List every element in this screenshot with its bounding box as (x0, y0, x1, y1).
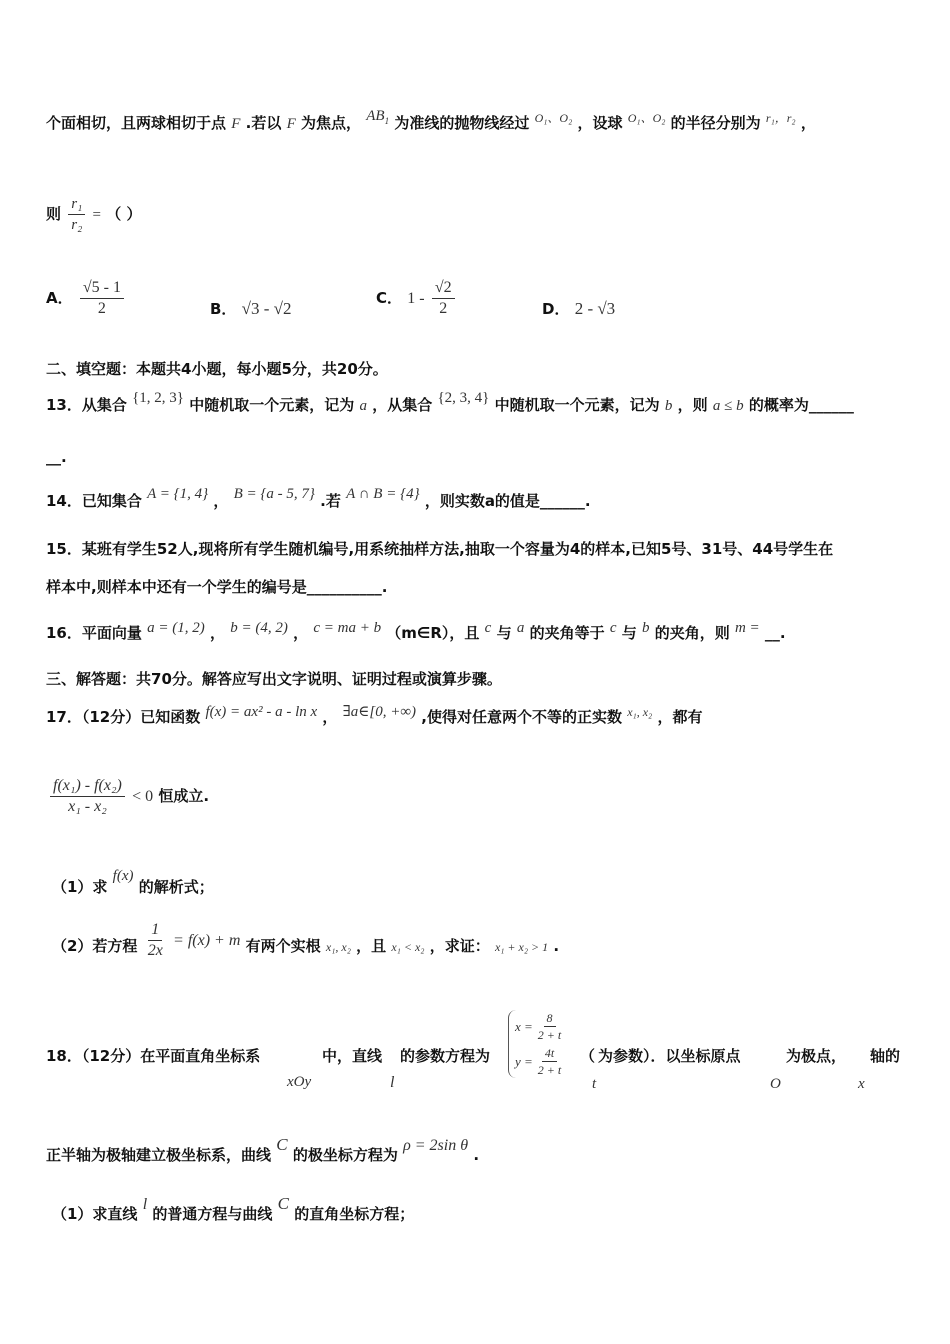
option-d (542, 298, 615, 319)
text: 16．平面向量 (46, 624, 142, 642)
math-C: C (276, 1135, 288, 1154)
text: ， (800, 114, 816, 132)
option-b (210, 298, 292, 319)
option-label: D． (542, 300, 570, 318)
math-r1r2: r₁，r₂ (765, 111, 796, 125)
text: 为焦点， (301, 114, 362, 132)
math-b: b (641, 620, 650, 636)
text: ，求证： (429, 937, 490, 955)
math-ineq: x₁ < x₂ (391, 940, 425, 954)
text: ，都有 (657, 708, 703, 726)
text: = (92, 207, 102, 223)
text: 与 (621, 624, 637, 642)
text: （2）若方程 (52, 937, 138, 955)
question-17-inequality (48, 776, 209, 817)
text: 中随机取一个元素，记为 (494, 396, 660, 414)
math-O1O2: O₁、O₂ (627, 111, 666, 125)
math-O: O (770, 1076, 781, 1092)
text: 的极坐标方程为 (292, 1146, 398, 1164)
math-AB1: $AB_1$ (366, 108, 390, 126)
math-set-B: B = {a - 5, 7} (233, 486, 315, 502)
text: ,使得对任意两个不等的正实数 (421, 708, 622, 726)
question-17-part1 (52, 868, 214, 897)
text: 的参数方程为 (400, 1047, 491, 1065)
fraction: $\frac{√2}{2}$ (432, 278, 455, 319)
fraction-r1-r2: $\frac{\text{r₁}}{\text{r₂}}$ (68, 194, 85, 235)
text: .若 (320, 492, 341, 510)
math-l: l (142, 1196, 148, 1213)
text: 18．（12分）在平面直角坐标系 (46, 1047, 261, 1065)
math-xOy: xOy (287, 1074, 312, 1090)
math-x: x (858, 1076, 865, 1092)
question-18-part1 (52, 1194, 415, 1224)
math-vector-b: b = (4, 2) (230, 620, 288, 636)
option-label: C． (376, 289, 403, 307)
text: 17．（12分）已知函数 (46, 708, 201, 726)
math-set: {2, 3, 4} (437, 390, 490, 406)
text: 为参数）．以坐标原点 (598, 1047, 741, 1065)
math-result: x₁ + x₂ > 1 (494, 940, 549, 954)
math-c: c (609, 620, 617, 636)
math-vector-c: c = ma + b (313, 620, 382, 636)
math-l: l (390, 1074, 395, 1091)
text: 个面相切，且两球相切于点 (46, 114, 227, 132)
section-heading: 三、解答题：共70分。解答应写出文字说明、证明过程或演算步骤。 (46, 670, 502, 688)
text: ， (209, 624, 225, 642)
question-17 (46, 706, 702, 727)
fraction: $\frac{1}{2x}$ (147, 921, 163, 959)
text: ， (293, 624, 309, 642)
math-c: c (484, 620, 492, 636)
fraction: $\frac{√5 - 1}{2}$ (80, 278, 124, 319)
text: 14．已知集合 (46, 492, 142, 510)
text: .若以 (245, 114, 282, 132)
text: 13．从集合 (46, 396, 127, 414)
brace (508, 1010, 566, 1078)
text: 与 (496, 624, 512, 642)
option-c (376, 278, 457, 319)
q12-line1 (46, 108, 816, 134)
math-cond: a ≤ b (712, 398, 744, 414)
math-function: f(x) = ax² - a - ln x (205, 704, 318, 720)
math-vector-a: a = (1, 2) (147, 620, 205, 636)
text: ，从集合 (372, 396, 433, 414)
math-O1O2: O₁、O₂ (534, 111, 573, 125)
text: （1）求 (52, 878, 108, 896)
math-exists: ∃a∈[0, +∞) (342, 704, 417, 720)
math-intersection: A ∩ B = {4} (346, 486, 420, 502)
text: 则 (46, 205, 62, 223)
option-label: B． (210, 300, 237, 318)
text: 为极点， (786, 1047, 847, 1065)
question-13-cont: __. (46, 448, 67, 466)
math-expr: 2 - √3 (574, 299, 616, 318)
question-15-line1: 15．某班有学生52人,现将所有学生随机编号,用系统抽样方法,抽取一个容量为4的样本,已知5号、31号、44号学生在 (46, 540, 834, 558)
parametric-system (508, 1010, 566, 1078)
text: ， (213, 492, 229, 510)
math-F: F (286, 116, 296, 132)
text: ，则 (677, 396, 708, 414)
math-b: b (664, 398, 673, 414)
text: 中随机取一个元素，记为 (189, 396, 355, 414)
math-C: C (277, 1194, 289, 1213)
text: 的普通方程与曲线 (152, 1205, 273, 1223)
math-x1x2: x₁, x₂ (627, 705, 653, 719)
text: 的直角坐标方程； (294, 1205, 415, 1223)
question-16 (46, 622, 786, 643)
text: （ (580, 1047, 596, 1065)
text: 中，直线 (322, 1047, 383, 1065)
question-14 (46, 486, 591, 511)
text: ，且 (356, 937, 387, 955)
text: . (473, 1146, 480, 1164)
question-17-part2 (52, 921, 560, 967)
text: 的夹角，则 (654, 624, 730, 642)
text: （1）求直线 (52, 1205, 138, 1223)
math-polar: ρ = 2sin θ (403, 1137, 469, 1154)
text: 的解析式； (138, 878, 214, 896)
question-13 (46, 390, 854, 415)
text: ，则实数a的值是______. (424, 492, 591, 510)
math-t: t (592, 1076, 597, 1092)
text: 的概率为______ (748, 396, 854, 414)
math-F: F (231, 116, 241, 132)
text: 有两个实根 (245, 937, 321, 955)
fraction: $\frac{\text{f(x₁) - f(x₂)}}{\text{x₁ - x₂}}$ (50, 776, 125, 817)
math-rhs: = f(x) + m (173, 932, 241, 949)
text: （m∈R），且 (386, 624, 480, 642)
text: ，设球 (577, 114, 623, 132)
question-15-line2: 样本中,则样本中还有一个学生的编号是__________. (46, 578, 388, 596)
math-set-A: A = {1, 4} (147, 486, 209, 502)
text: 轴的 (870, 1047, 901, 1065)
text: 为准线的抛物线经过 (394, 114, 530, 132)
text: 正半轴为极轴建立极坐标系，曲线 (46, 1146, 272, 1164)
text: . (553, 937, 560, 955)
text: __. (764, 624, 786, 642)
math-set: {1, 2, 3} (132, 390, 185, 406)
text: 的夹角等于 (529, 624, 605, 642)
math-fx: f(x) (112, 868, 134, 884)
q12-line2 (46, 194, 141, 235)
math-expr: 1 - (407, 290, 425, 307)
eq-x: x = $\frac{8}{2 + t}$ (515, 1011, 562, 1042)
option-a (46, 278, 126, 319)
text: ， (322, 708, 338, 726)
text: 恒成立. (158, 787, 210, 805)
math-a: a (516, 620, 525, 636)
text: 的半径分别为 (670, 114, 761, 132)
math-rhs: < 0 (132, 788, 154, 805)
question-18-line1 (46, 1045, 260, 1066)
math-a: a (359, 398, 367, 414)
text: （ ） (106, 205, 142, 223)
section-heading: 二、填空题：本题共4小题，每小题5分，共20分。 (46, 360, 388, 378)
eq-y: y = $\frac{4t}{2 + t}$ (515, 1046, 562, 1077)
option-label: A． (46, 289, 73, 307)
question-18-line2 (46, 1135, 480, 1165)
math-expr: √3 - √2 (241, 299, 292, 318)
math-m: m = (734, 620, 760, 636)
math-x1x2: x₁, x₂ (325, 940, 351, 954)
